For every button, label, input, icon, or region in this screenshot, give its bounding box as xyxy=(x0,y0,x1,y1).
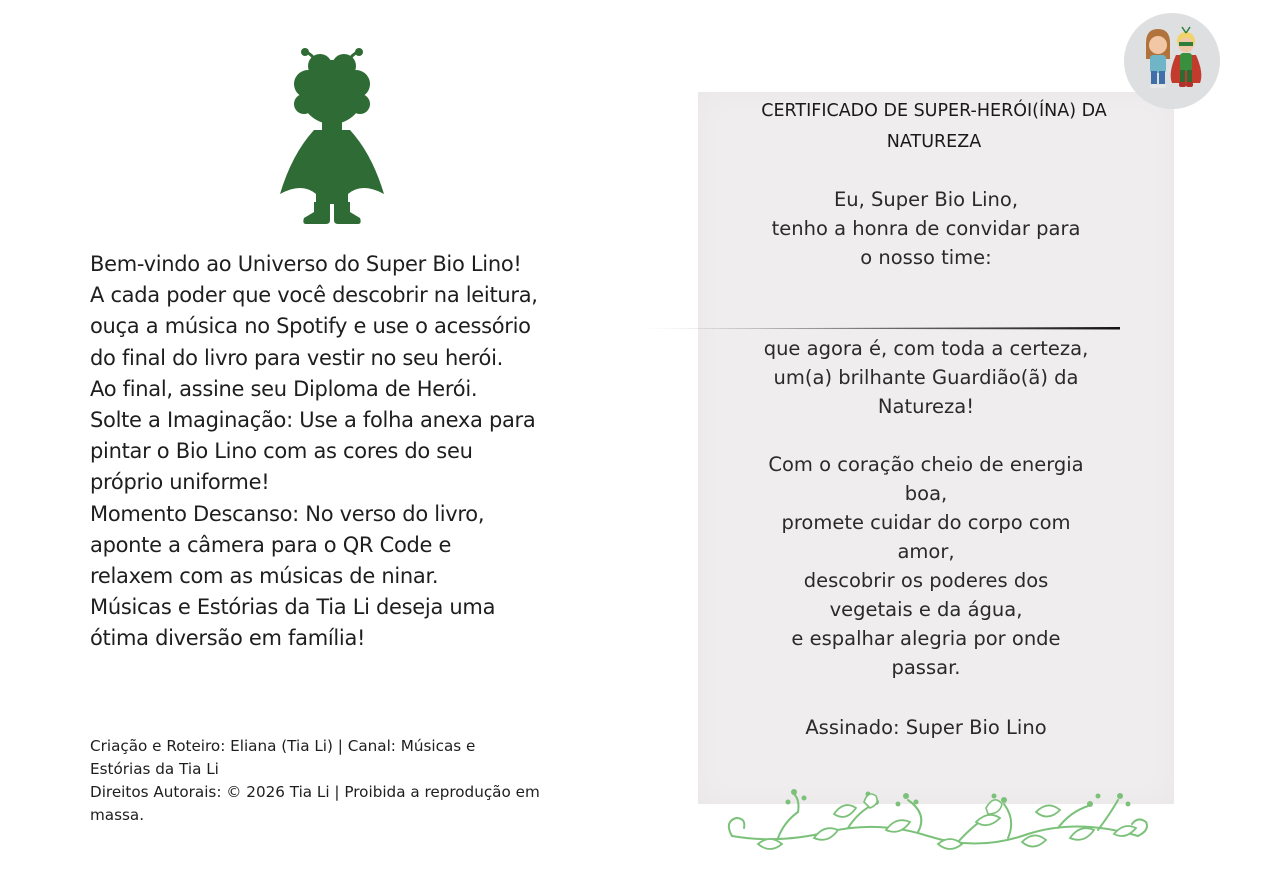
intro-paragraph: Solte a Imaginação: Use a folha anexa para pintar o Bio Lino com as cores do seu próprio uniforme! xyxy=(90,408,536,495)
hero-silhouette-icon xyxy=(272,44,392,228)
intro-paragraph: Músicas e Estórias da Tia Li deseja uma ótima diversão em família! xyxy=(90,595,496,651)
intro-text xyxy=(90,249,540,655)
certificate-result xyxy=(698,334,1154,421)
certificate-promise xyxy=(698,450,1154,682)
certificate-line: Eu, Super Bio Lino, xyxy=(833,188,1019,211)
certificate-line: descobrir os poderes dos xyxy=(803,569,1049,592)
certificate-line: o nosso time: xyxy=(860,246,992,269)
certificate-invite xyxy=(698,185,1154,272)
credits-rights: Direitos Autorais: © 2026 Tia Li | Proibida a reprodução em massa. xyxy=(90,783,540,824)
certificate-title: CERTIFICADO DE SUPER-HERÓI(ÍNA) DA NATUREZA xyxy=(761,101,1107,152)
certificate-line: e espalhar alegria por onde xyxy=(791,627,1061,650)
intro-paragraph: Momento Descanso: No verso do livro, aponte a câmera para o QR Code e relaxem com as músicas de ninar. xyxy=(90,501,485,589)
certificate-line: vegetais e da água, xyxy=(829,598,1023,621)
certificate-line: que agora é, com toda a certeza, xyxy=(763,337,1089,360)
credits xyxy=(90,735,540,827)
intro-paragraph: Bem-vindo ao Universo do Super Bio Lino! xyxy=(90,252,522,276)
name-line[interactable] xyxy=(636,325,1120,331)
certificate-line: promete cuidar do corpo com xyxy=(781,511,1071,534)
certificate-line: amor, xyxy=(897,540,955,563)
certificate-line: um(a) brilhante Guardião(ã) da xyxy=(773,366,1079,389)
certificate-line: tenho a honra de convidar para xyxy=(771,217,1081,240)
vine-ornament-icon xyxy=(718,782,1158,862)
intro-paragraph: A cada poder que você descobrir na leitura, ouça a música no Spotify e use o acessório do final do livro para vestir no seu herói. xyxy=(90,283,538,370)
certificate-line: Natureza! xyxy=(877,395,975,418)
certificate-line: Com o coração cheio de energia xyxy=(768,453,1084,476)
credits-creation: Criação e Roteiro: Eliana (Tia Li) | Canal: Músicas e Estórias da Tia Li xyxy=(90,737,476,778)
certificate-line: passar. xyxy=(891,656,961,679)
characters-avatar-icon xyxy=(1124,13,1220,109)
certificate-line: boa, xyxy=(904,482,948,505)
certificate-signature: Assinado: Super Bio Lino xyxy=(805,716,1047,739)
intro-paragraph: Ao final, assine seu Diploma de Herói. xyxy=(90,376,478,401)
